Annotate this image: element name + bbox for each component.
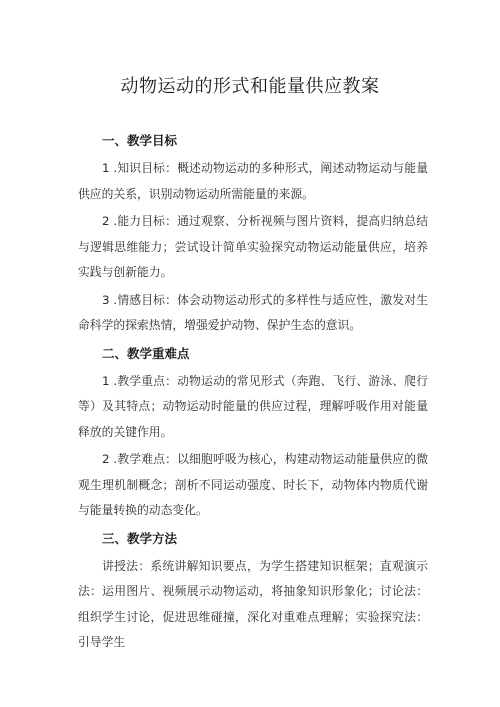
document-body bbox=[78, 128, 428, 656]
paragraph-emotion-objective: 3 .情感目标：体会动物运动形式的多样性与适应性，激发对生命科学的探索热情，增强爱护动物、保护生态的意识。 bbox=[78, 292, 428, 332]
paragraph-knowledge-objective: 1 .知识目标：概述动物运动的多种形式，阐述动物运动与能量供应的关系，识别动物运动所需能量的来源。 bbox=[78, 161, 428, 201]
paragraph-ability-objective: 2 .能力目标：通过观察、分析视频与图片资料，提高归纳总结与逻辑思维能力；尝试设计简单实验探究动物运动能量供应，培养实践与创新能力。 bbox=[78, 214, 428, 279]
paragraph-teaching-difficulty: 2 .教学难点：以细胞呼吸为核心，构建动物运动能量供应的微观生理机制概念；剖析不同运动强度、时长下，动物体内物质代谢与能量转换的动态变化。 bbox=[78, 452, 428, 517]
section-heading-methods: 三、教学方法 bbox=[102, 530, 178, 546]
section-heading-key-points: 二、教学重难点 bbox=[102, 345, 190, 361]
paragraph-teaching-focus: 1 .教学重点：动物运动的常见形式（奔跑、飞行、游泳、爬行等）及其特点；动物运动时能量的供应过程，理解呼吸作用对能量释放的关键作用。 bbox=[78, 373, 428, 439]
document-title: 动物运动的形式和能量供应教案 bbox=[120, 76, 380, 97]
section-heading-objectives: 一、教学目标 bbox=[102, 133, 178, 148]
paragraph-teaching-methods: 讲授法：系统讲解知识要点，为学生搭建知识框架；直观演示法：运用图片、视频展示动物运动，将抽象知识形象化；讨论法：组织学生讨论，促进思维碰撞，深化对重难点理解；实验探究法：引导学生 bbox=[78, 558, 428, 649]
